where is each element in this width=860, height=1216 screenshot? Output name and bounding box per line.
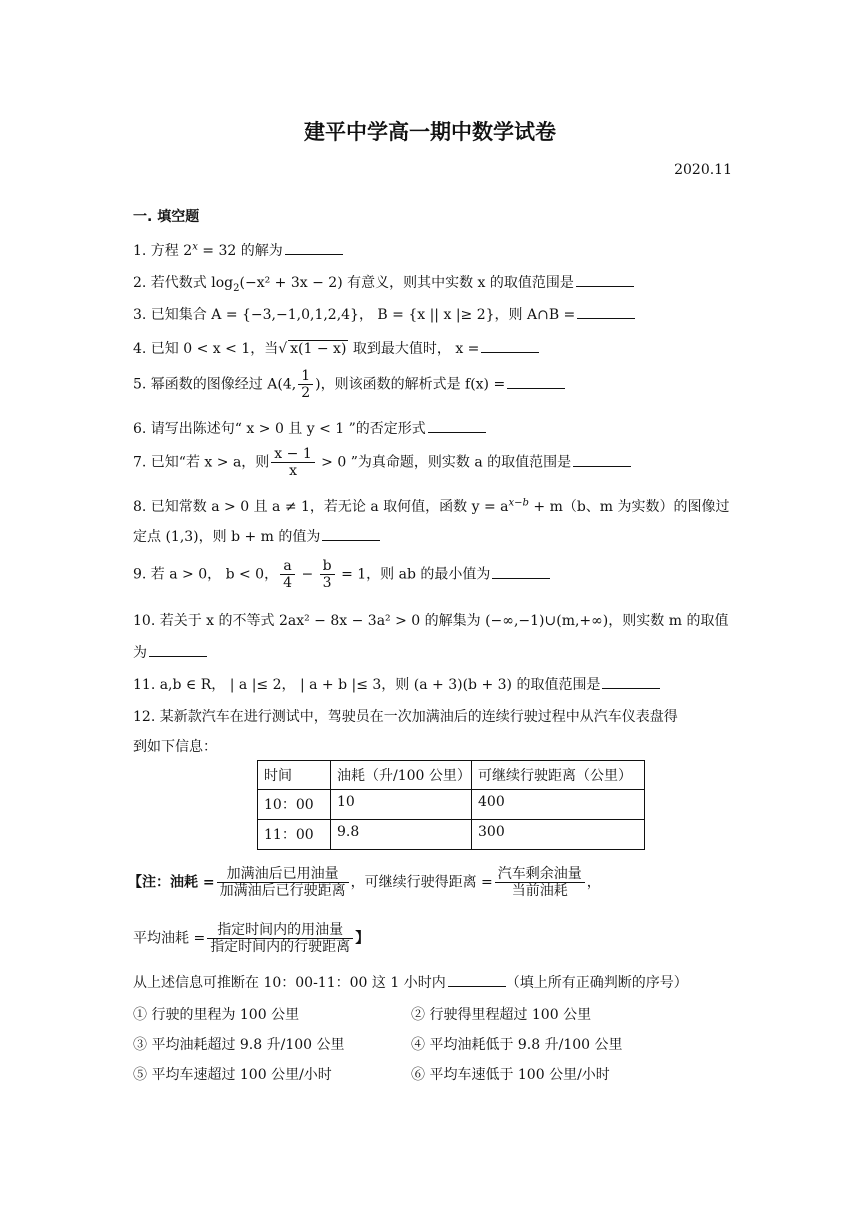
q2-suffix: 有意义，则其中实数 x 的取值范围是 [342, 275, 574, 291]
remaining-distance-denominator: 当前油耗 [511, 883, 568, 900]
table-cell: 400 [472, 790, 645, 820]
q5-denominator: 2 [301, 385, 311, 402]
q7-suffix: > 0 ”为真命题，则实数 a 的取值范围是 [316, 454, 572, 471]
q8-line-2-text: 定点 (1,3)，则 b + m 的值为 [133, 529, 321, 545]
q9-fraction-a [280, 558, 295, 591]
average-consumption-formula [207, 922, 353, 955]
note-middle: ，可继续行驶得距离 = [350, 874, 493, 891]
q9-minus: − [297, 566, 318, 583]
q6-text: 6. 请写出陈述句“ x > 0 且 y < 1 ”的否定形式 [133, 421, 426, 437]
question-10-line-2 [133, 642, 207, 662]
inference-suffix: （填上所有正确判断的序号） [505, 975, 688, 991]
inference-prefix: 从上述信息可推断在 10：00-11：00 这 1 小时内 [133, 975, 446, 991]
q1-prefix: 1. 方程 [133, 243, 179, 259]
table-cell: 11：00 [258, 820, 331, 850]
answer-blank[interactable] [285, 242, 343, 255]
q8-prefix: 8. 已知常数 a > 0 且 a ≠ 1，若无论 a 取何值，函数 y = a [133, 499, 509, 515]
average-consumption-label: 平均油耗 = [133, 930, 206, 947]
question-5 [133, 368, 565, 401]
average-consumption-numerator: 指定时间内的用油量 [207, 922, 353, 939]
q5-prefix: 5. 幂函数的图像经过 A(4, [133, 376, 297, 393]
table-header-cell: 时间 [258, 761, 331, 790]
q9-prefix: 9. 若 a > 0， b < 0， [133, 566, 279, 583]
question-7 [133, 446, 631, 479]
q4-suffix: 取到最大值时， x = [348, 341, 480, 357]
q9-fraction-b-denominator: 3 [322, 575, 332, 592]
q1-exponent: x [192, 241, 198, 253]
note-tail: ， [586, 874, 601, 891]
question-2 [133, 272, 634, 294]
answer-blank[interactable] [428, 420, 486, 433]
table-header-row [258, 761, 645, 790]
fuel-consumption-denominator: 加满油后已行驶距离 [219, 883, 346, 900]
table-cell: 9.8 [331, 820, 472, 850]
table-row [258, 820, 645, 850]
q7-prefix: 7. 已知“若 x > a，则 [133, 454, 270, 471]
q7-denominator: x [289, 463, 297, 480]
q12-line-1-text: 12. 某新款汽车在进行测试中，驾驶员在一次加满油后的连续行驶过程中从汽车仪表盘得 [133, 709, 678, 725]
q7-numerator: x − 1 [271, 446, 314, 463]
answer-blank[interactable] [149, 644, 207, 657]
option-6: ⑥ 平均车速低于 100 公里/小时 [411, 1067, 610, 1083]
q9-fraction-a-numerator: a [280, 558, 295, 575]
question-1 [133, 240, 343, 260]
table-cell: 10：00 [258, 790, 331, 820]
section-heading: 一. 填空题 [133, 209, 200, 225]
answer-blank[interactable] [576, 274, 634, 287]
question-6 [133, 418, 486, 438]
q4-prefix: 4. 已知 0 < x < 1，当 [133, 341, 279, 357]
remaining-distance-formula [495, 866, 585, 899]
question-9 [133, 558, 550, 591]
question-8-line-2 [133, 526, 380, 546]
q11-text: 11. a,b ∈ R， | a |≤ 2， | a + b |≤ 3，则 (a + 3)(b + 3) 的取值范围是 [133, 677, 601, 693]
q4-radicand: x(1 − x) [290, 341, 347, 357]
answer-blank[interactable] [322, 528, 380, 541]
question-10-line-1 [133, 610, 728, 630]
answer-blank[interactable] [507, 376, 565, 389]
q5-fraction [298, 368, 313, 401]
q3-text: 3. 已知集合 A = {−3,−1,0,1,2,4}， B = {x || x |≥ 2}，则 A∩B = [133, 307, 576, 323]
table-row [258, 790, 645, 820]
question-12-line-1 [133, 706, 678, 726]
q10-line-1-text: 10. 若关于 x 的不等式 2ax² − 8x − 3a² > 0 的解集为 (−∞,−1)∪(m,+∞)，则实数 m 的取值 [133, 613, 729, 629]
q1-base: 2 [183, 243, 193, 259]
question-4: 4. 已知 0 < x < 1，当√ x(1 − x) 取到最大值时， x = [133, 338, 539, 358]
note-prefix: 【注：油耗 = [128, 874, 215, 891]
question-3 [133, 304, 635, 324]
answer-blank[interactable] [481, 340, 539, 353]
option-5: ⑤ 平均车速超过 100 公里/小时 [133, 1067, 332, 1083]
question-12-line-2 [133, 736, 217, 756]
note-line-2 [133, 922, 369, 955]
q1-suffix: = 32 的解为 [197, 243, 283, 259]
q12-line-2-text: 到如下信息： [133, 739, 217, 755]
table-cell: 10 [331, 790, 472, 820]
q2-log-base: 2 [233, 282, 240, 294]
table-header-cell: 可继续行驶距离（公里） [472, 761, 645, 790]
option-4: ④ 平均油耗低于 9.8 升/100 公里 [411, 1037, 623, 1053]
inference-prompt [133, 972, 688, 992]
note-close-bracket: 】 [355, 930, 370, 947]
fuel-consumption-formula [217, 866, 349, 899]
q9-suffix: = 1，则 ab 的最小值为 [336, 566, 491, 583]
answer-blank[interactable] [602, 676, 660, 689]
q5-numerator: 1 [298, 368, 313, 385]
option-1: ① 行驶的里程为 100 公里 [133, 1007, 300, 1023]
average-consumption-denominator: 指定时间内的行驶距离 [210, 939, 351, 956]
q9-fraction-a-denominator: 4 [283, 575, 293, 592]
table-cell: 300 [472, 820, 645, 850]
option-3: ③ 平均油耗超过 9.8 升/100 公里 [133, 1037, 345, 1053]
fuel-data-table [257, 760, 645, 850]
q9-fraction-b-numerator: b [320, 558, 335, 575]
question-11 [133, 674, 660, 694]
q7-fraction [271, 446, 314, 479]
q8-suffix: + m（b、m 为实数）的图像过 [528, 499, 730, 515]
question-8-line-1 [133, 496, 730, 516]
q2-prefix: 2. 若代数式 log [133, 275, 234, 291]
answer-blank[interactable] [492, 566, 550, 579]
q10-line-2-text: 为 [133, 645, 147, 661]
fuel-consumption-numerator: 加满油后已用油量 [217, 866, 349, 883]
q9-fraction-b [320, 558, 335, 591]
answer-blank[interactable] [577, 306, 635, 319]
answer-blank[interactable] [573, 454, 631, 467]
table-header-cell: 油耗（升/100 公里） [331, 761, 472, 790]
q8-exponent: x−b [508, 497, 529, 509]
page-title: 建平中学高一期中数学试卷 [304, 120, 556, 144]
q5-suffix: )，则该函数的解析式是 f(x) = [315, 376, 506, 393]
answer-blank[interactable] [448, 974, 506, 987]
exam-date: 2020.11 [674, 162, 732, 178]
remaining-distance-numerator: 汽车剩余油量 [495, 866, 585, 883]
note-line-1 [128, 866, 601, 899]
option-2: ② 行驶得里程超过 100 公里 [411, 1007, 592, 1023]
q2-argument: (−x² + 3x − 2) [239, 275, 343, 291]
